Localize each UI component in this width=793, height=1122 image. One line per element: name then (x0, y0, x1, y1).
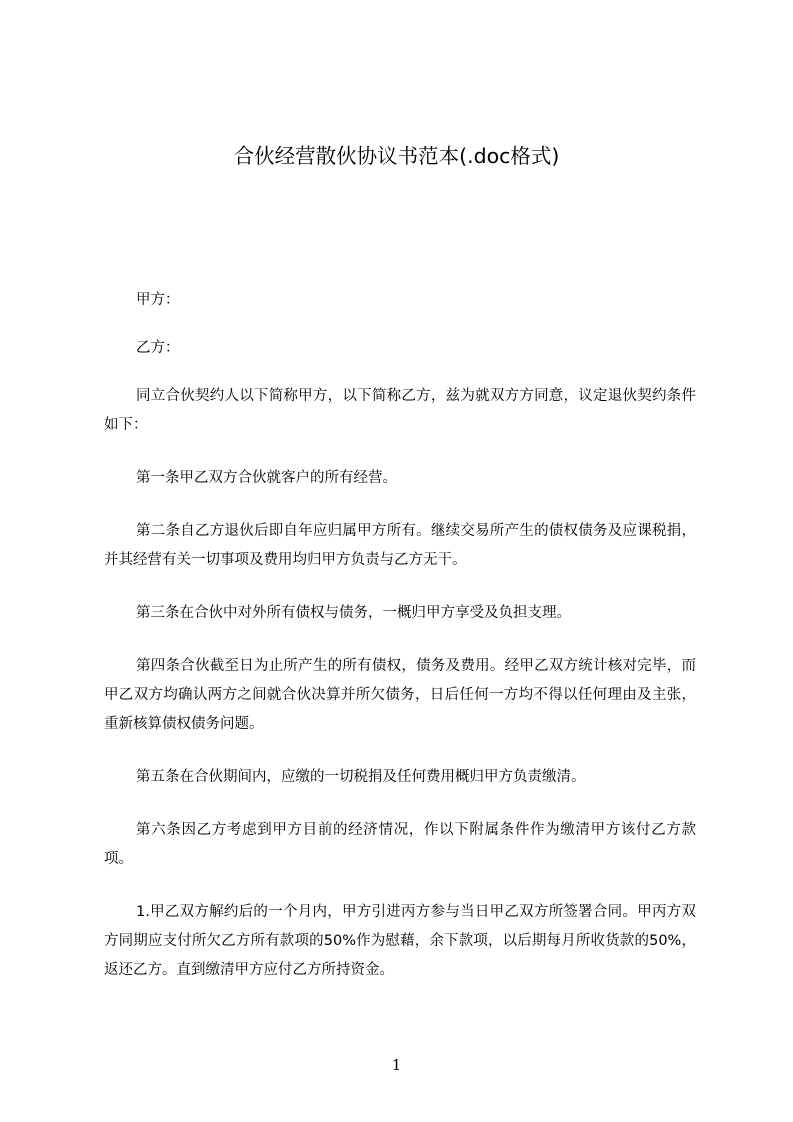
article-6-paragraph: 第六条因乙方考虑到甲方目前的经济情况，作以下附属条件作为缴清甲方该付乙方款项。 (104, 822, 696, 867)
article-4-paragraph: 第四条合伙截至日为止所产生的所有债权，债务及费用。经甲乙双方统计核对完毕，而甲乙双方均确认两方之间就合伙决算并所欠债务，日后任何一方均不得以任何理由及主张，重新核算债权债务问题。 (104, 658, 696, 732)
clause-6-1-paragraph: 1.甲乙双方解约后的一个月内，甲方引进丙方参与当日甲乙双方所签署合同。甲丙方双方同期应支付所欠乙方所有款项的50%作为慰藉，余下款项，以后期每月所收货款的50%，返还乙方。直到缴清甲方应付乙方所持资金。 (104, 904, 696, 978)
party-b-line: 乙方： (136, 340, 180, 356)
document-title: 合伙经营散伙协议书范本(.doc格式) (233, 144, 560, 168)
article-5-paragraph: 第五条在合伙期间内，应缴的一切税捐及任何费用概归甲方负责缴清。 (136, 769, 586, 785)
article-1-paragraph: 第一条甲乙双方合伙就客户的所有经营。 (136, 470, 397, 486)
preamble-paragraph: 同立合伙契约人以下简称甲方，以下简称乙方，兹为就双方方同意，议定退伙契约条件如下： (104, 388, 696, 433)
article-3-paragraph: 第三条在合伙中对外所有债权与债务，一概归甲方享受及负担支理。 (136, 605, 571, 621)
party-a-line: 甲方： (136, 292, 180, 308)
article-2-paragraph: 第二条自乙方退伙后即自年应归属甲方所有。继续交易所产生的债权债务及应课税捐，并其经营有关一切事项及费用均归甲方负责与乙方无干。 (104, 523, 696, 568)
page-number: 1 (391, 1056, 402, 1074)
document-body (104, 286, 696, 1009)
